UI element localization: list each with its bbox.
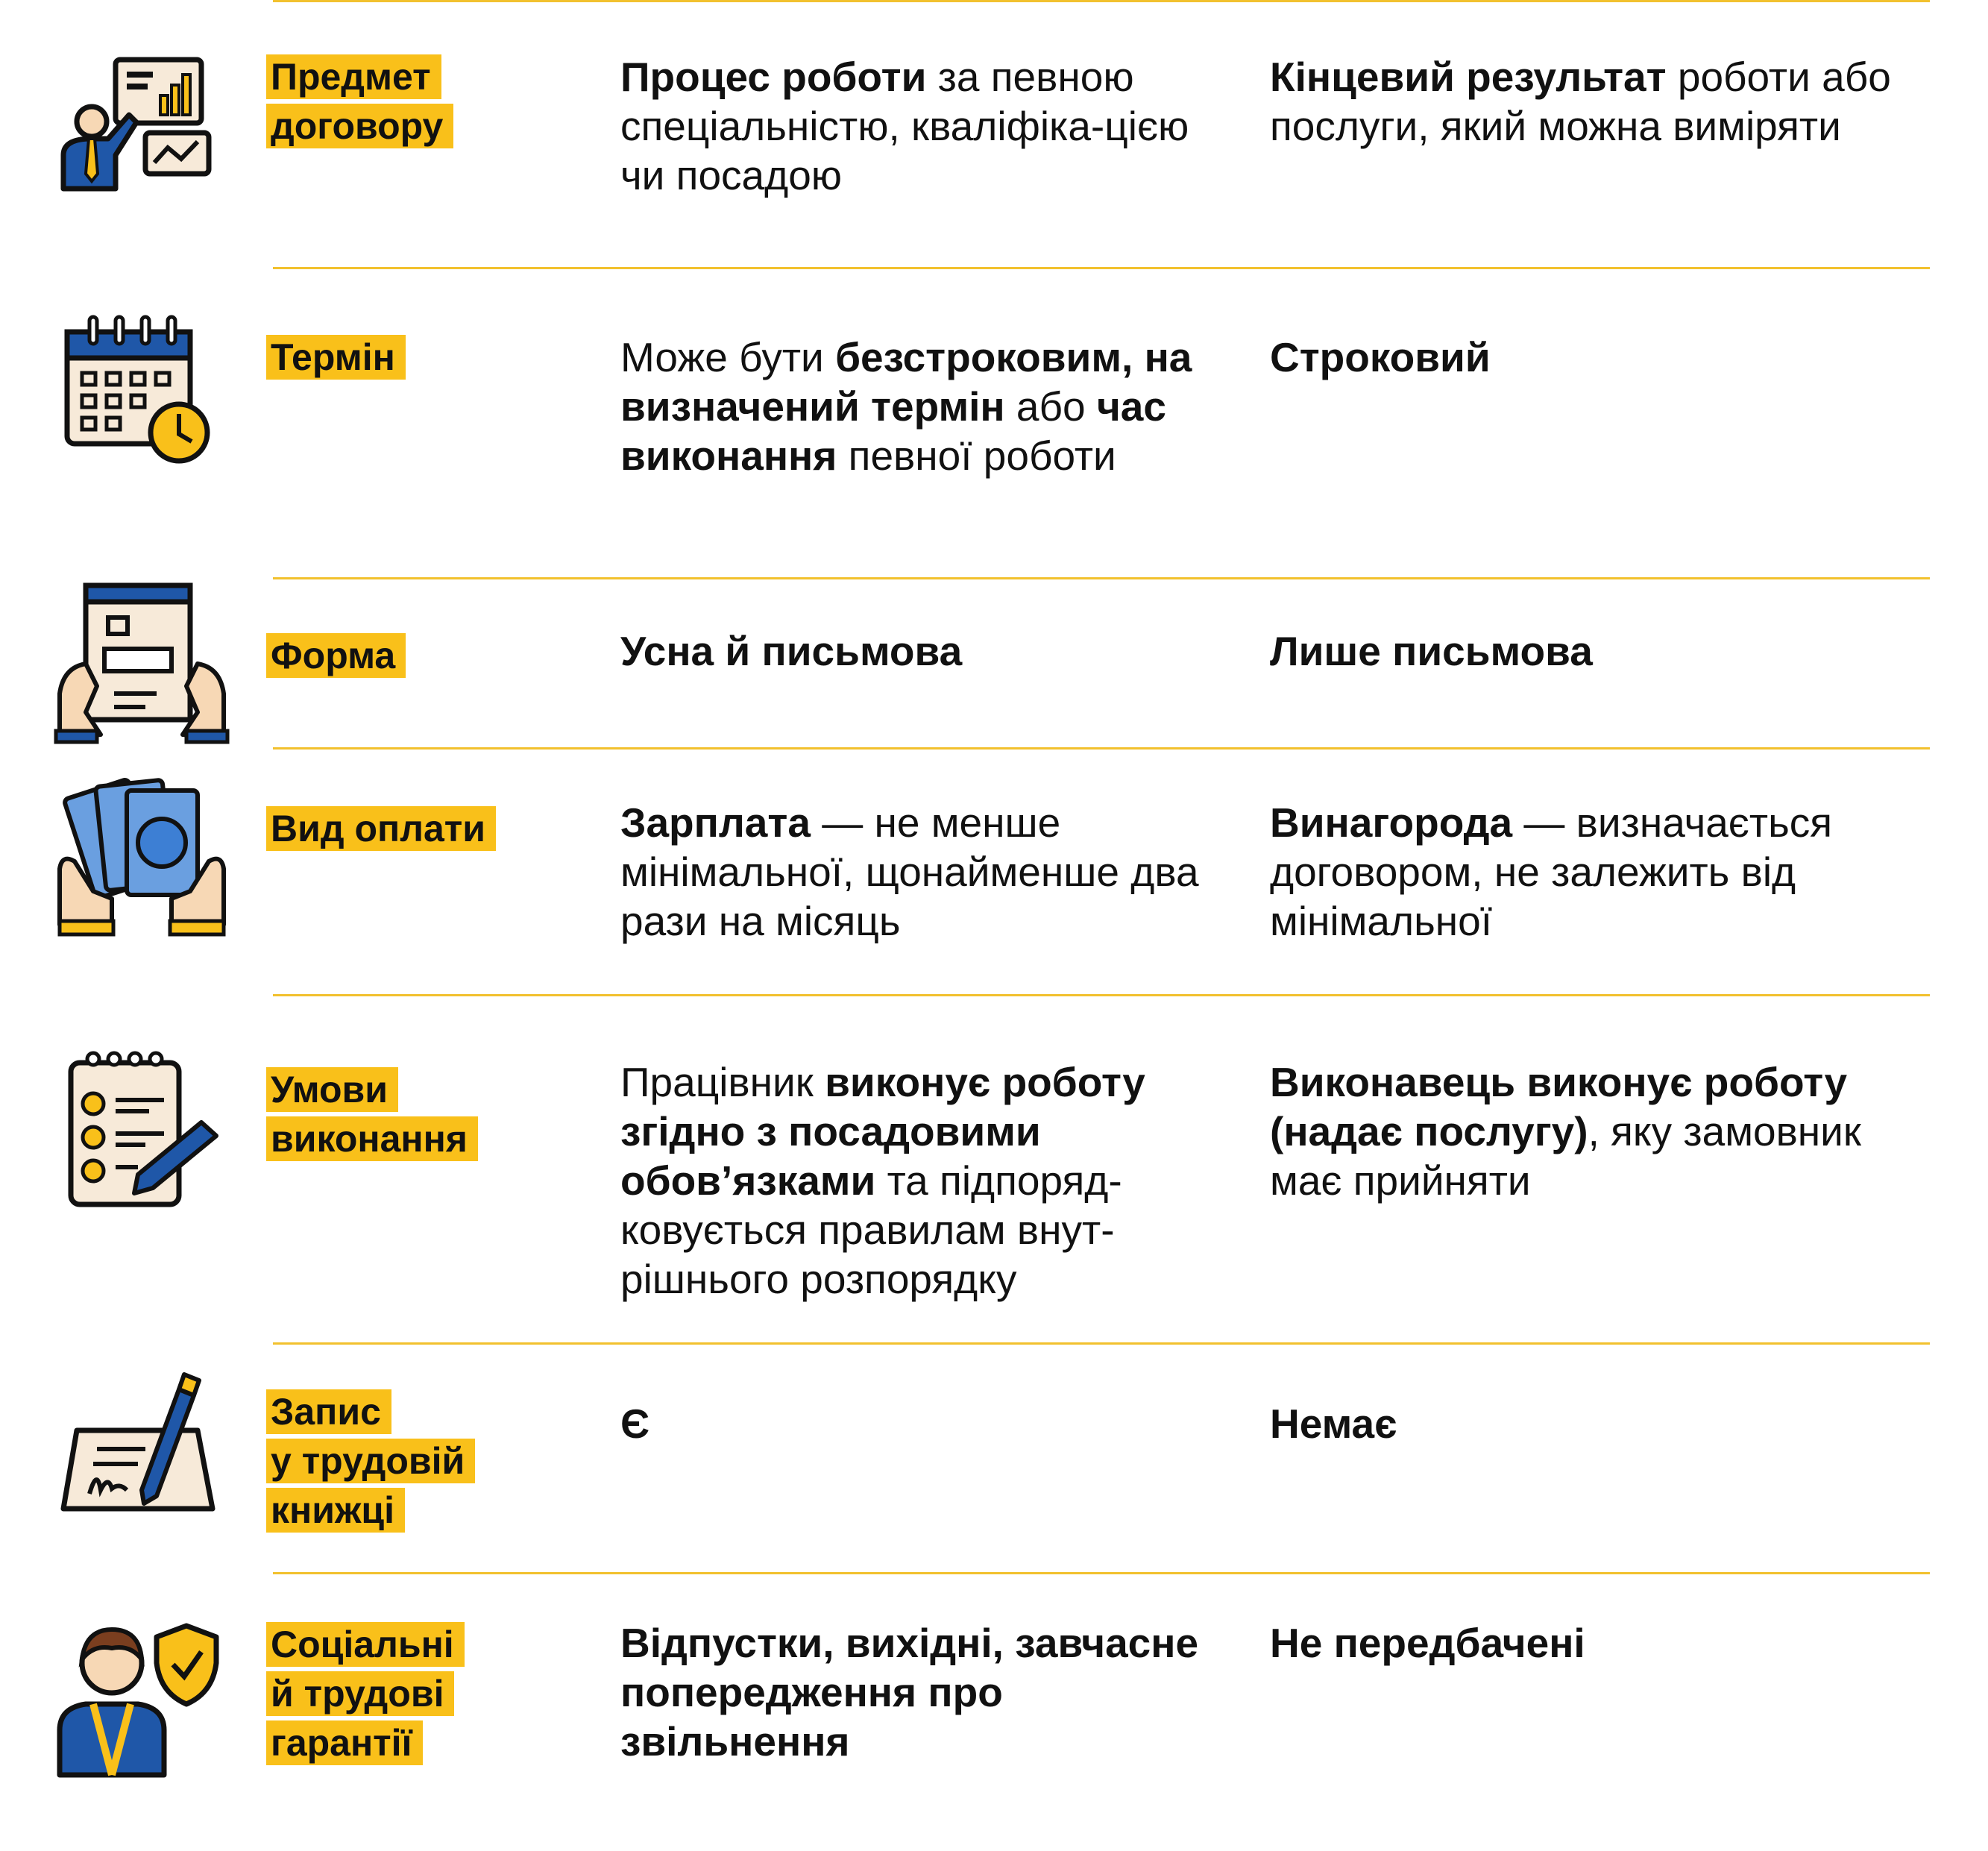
employment-cell: Усна й письмова [620, 628, 963, 674]
row-label-line: гарантії [266, 1720, 423, 1765]
civil-cell: Строковий [1270, 334, 1491, 380]
row-label-line: Предмет [266, 54, 441, 99]
row-label-line: договору [266, 104, 453, 148]
employment-cell: Є [620, 1401, 650, 1447]
employment-cell: Працівник виконує роботу згідно з посадовими обов’язками та підпоряд-ковується правилам внут-рішнього розпорядку [620, 1059, 1145, 1302]
row-label-line: Термін [266, 335, 406, 380]
calendar-clock-icon [56, 313, 227, 477]
divider [273, 1572, 1930, 1574]
civil-cell: Лише письмова [1270, 628, 1593, 674]
row-label [266, 631, 564, 680]
worker-shield-icon [56, 1611, 227, 1775]
row-label-line: Форма [266, 633, 406, 678]
civil-cell: Немає [1270, 1401, 1397, 1447]
employment-cell: Зарплата — не менше мінімальної, щонайменше два рази на місяць [620, 799, 1199, 944]
employment-cell: Може бути безстроковим, на визначений термін або час виконання певної роботи [620, 334, 1192, 479]
civil-cell: Не передбачені [1270, 1620, 1585, 1666]
row-label-line: Запис [266, 1389, 391, 1434]
divider [273, 267, 1930, 269]
row-label-line: Соціальні [266, 1622, 465, 1667]
divider [273, 0, 1930, 2]
document-in-hands-icon [56, 582, 227, 746]
row-label [266, 1065, 564, 1163]
row-label-line: Вид оплати [266, 806, 496, 851]
civil-cell: Кінцевий результат роботи або послуги, який можна виміряти [1270, 54, 1891, 149]
employment-cell: Процес роботи за певною спеціальністю, кваліфіка-цією чи посадою [620, 54, 1189, 198]
money-in-hands-icon [56, 779, 227, 943]
row-label-line: виконання [266, 1116, 478, 1161]
employment-cell: Відпустки, вихідні, завчасне попередження про звільнення [620, 1620, 1199, 1764]
row-label-line: книжці [266, 1488, 405, 1533]
divider [273, 747, 1930, 749]
row-label [266, 1620, 564, 1767]
row-label [266, 52, 564, 151]
divider [273, 577, 1930, 579]
row-label [266, 804, 564, 853]
divider [273, 1342, 1930, 1345]
divider [273, 994, 1930, 996]
civil-cell: Виконавець виконує роботу (надає послугу), яку замовник має прийняти [1270, 1059, 1861, 1204]
row-label-line: Умови [266, 1067, 398, 1112]
presentation-chart-icon [56, 51, 227, 215]
row-label [266, 1387, 564, 1535]
checklist-pen-icon [56, 1048, 227, 1212]
row-label [266, 333, 564, 382]
civil-cell: Винагорода — визначається договором, не залежить від мінімальної [1270, 799, 1833, 944]
signature-pen-icon [56, 1371, 227, 1535]
row-label-line: й трудові [266, 1671, 454, 1716]
row-label-line: у трудовій [266, 1439, 475, 1483]
